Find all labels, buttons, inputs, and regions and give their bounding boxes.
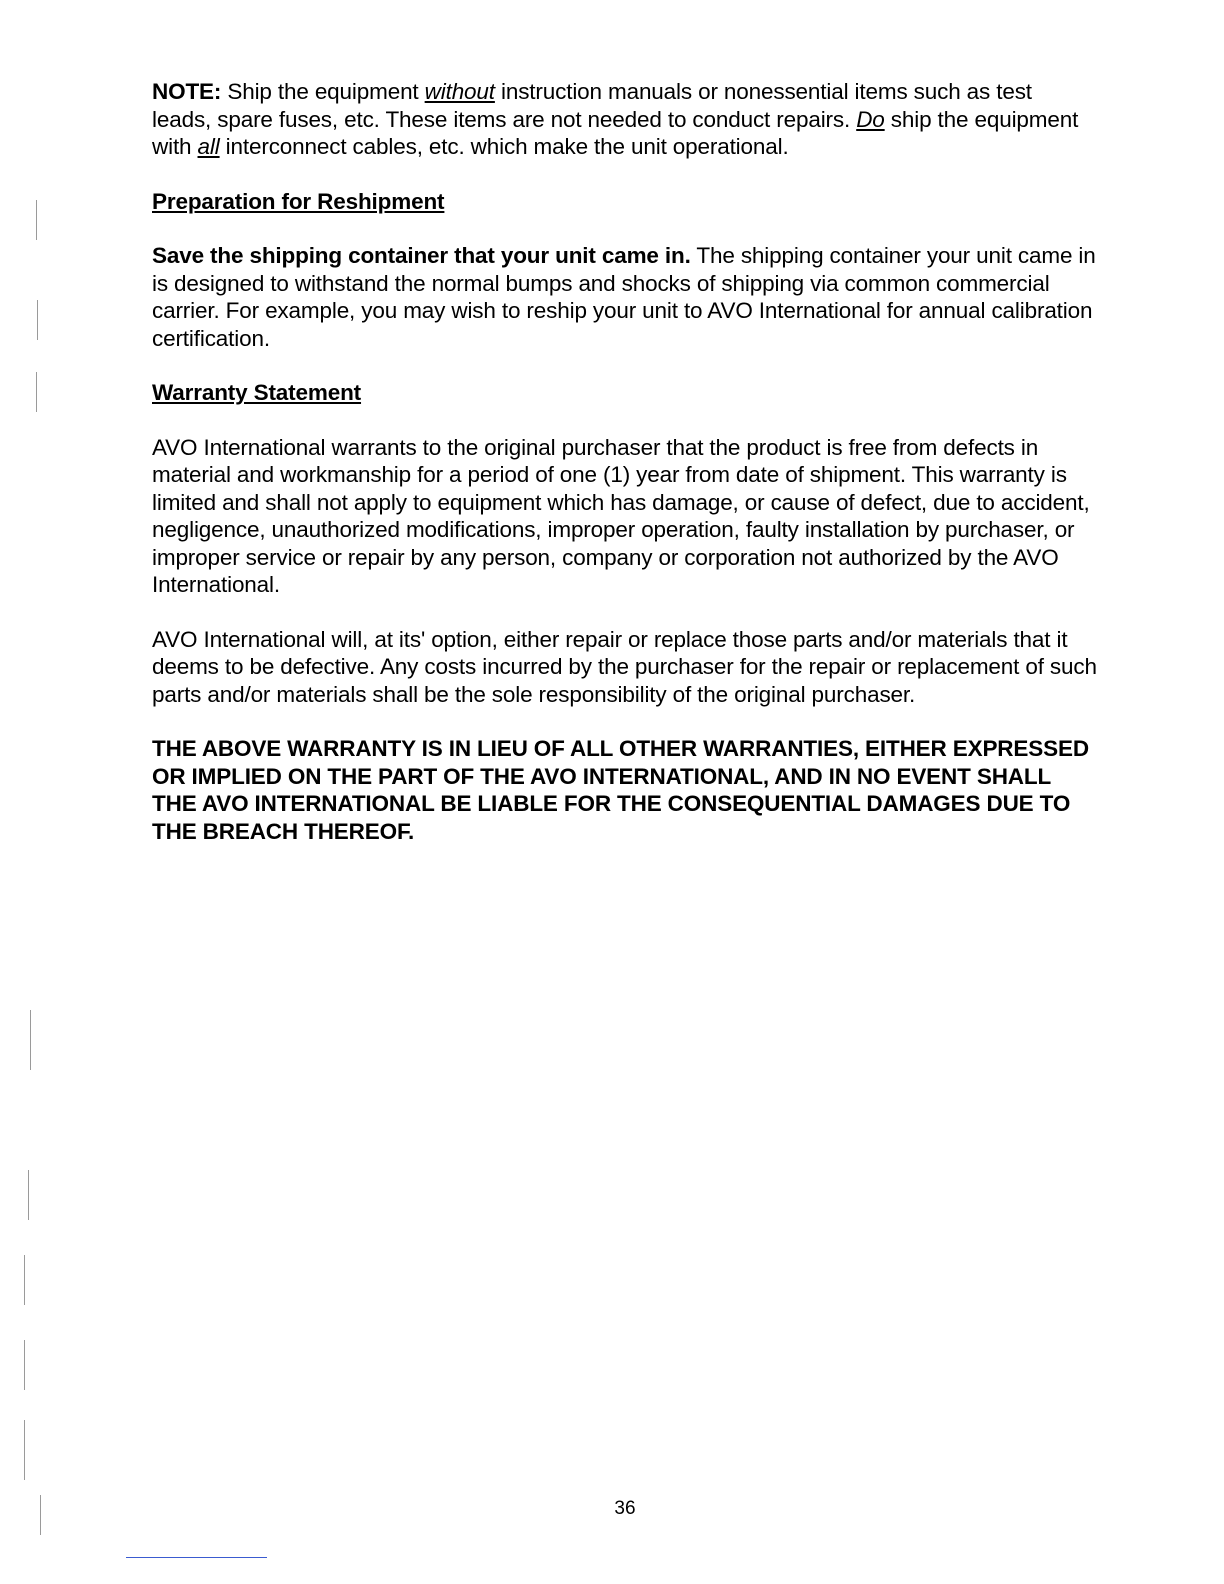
scan-speck bbox=[24, 1340, 25, 1390]
scan-speck bbox=[28, 1170, 29, 1220]
note-text-2: instruction manuals or nonessential items such as test leads, spare fuses, etc. These items are not needed to conduct repairs. bbox=[152, 79, 1032, 132]
warranty-paragraph-2: AVO International will, at its' option, either repair or replace those parts and/or materials that it deems to be defective. Any costs incurred by the purchaser for the repair or replacement of such parts and/or materials shall be the sole responsibility of the original purchaser. bbox=[152, 626, 1097, 707]
note-emphasis-without: without bbox=[424, 79, 495, 104]
note-text-4: interconnect cables, etc. which make the unit operational. bbox=[219, 134, 789, 159]
note-text-1: Ship the equipment bbox=[221, 79, 425, 104]
scan-speck bbox=[24, 1255, 25, 1305]
scan-speck bbox=[30, 1010, 31, 1070]
warranty-paragraph-1: AVO International warrants to the original purchaser that the product is free from defects in material and workmanship for a period of one (1) year from date of shipment. This warranty is limited and shall not apply to equipment which has damage, or cause of defect, due to accident, negligence, unauthorized modifications, improper operation, faulty installation by purchaser, or improper service or repair by any person, company or corporation not authorized by the AVO International. bbox=[152, 434, 1090, 597]
page-number: 36 bbox=[614, 1498, 636, 1519]
note-text-3: ship the equipment with bbox=[152, 106, 1079, 159]
scan-speck bbox=[24, 1420, 25, 1480]
footer-rule bbox=[126, 1557, 267, 1558]
reshipment-body: The shipping container your unit came in is designed to withstand the normal bumps and shocks of shipping via common commercial carrier. For example, you may wish to reship your unit to AVO International for annual calibration certification. bbox=[152, 243, 1096, 351]
note-label: NOTE: bbox=[152, 79, 222, 104]
scan-speck bbox=[36, 372, 37, 412]
page-content bbox=[152, 78, 1097, 845]
note-paragraph bbox=[152, 78, 1097, 161]
scan-speck bbox=[37, 300, 38, 340]
scan-speck bbox=[40, 1495, 41, 1535]
note-emphasis-do: Do bbox=[856, 106, 885, 132]
warranty-heading: Warranty Statement bbox=[152, 380, 362, 405]
scan-speck bbox=[36, 200, 37, 240]
reshipment-heading: Preparation for Reshipment bbox=[152, 188, 445, 214]
reshipment-lead: Save the shipping container that your unit came in. bbox=[152, 243, 691, 268]
warranty-disclaimer: THE ABOVE WARRANTY IS IN LIEU OF ALL OTHER WARRANTIES, EITHER EXPRESSED OR IMPLIED ON THE PART OF THE AVO INTERNATIONAL, AND IN NO EVENT SHALL THE AVO INTERNATIONAL BE LIABLE FOR THE CONSEQUENTIAL DAMAGES DUE TO THE BREACH THEREOF. bbox=[152, 736, 1089, 844]
note-emphasis-all: all bbox=[197, 134, 220, 159]
reshipment-paragraph bbox=[152, 242, 1097, 352]
